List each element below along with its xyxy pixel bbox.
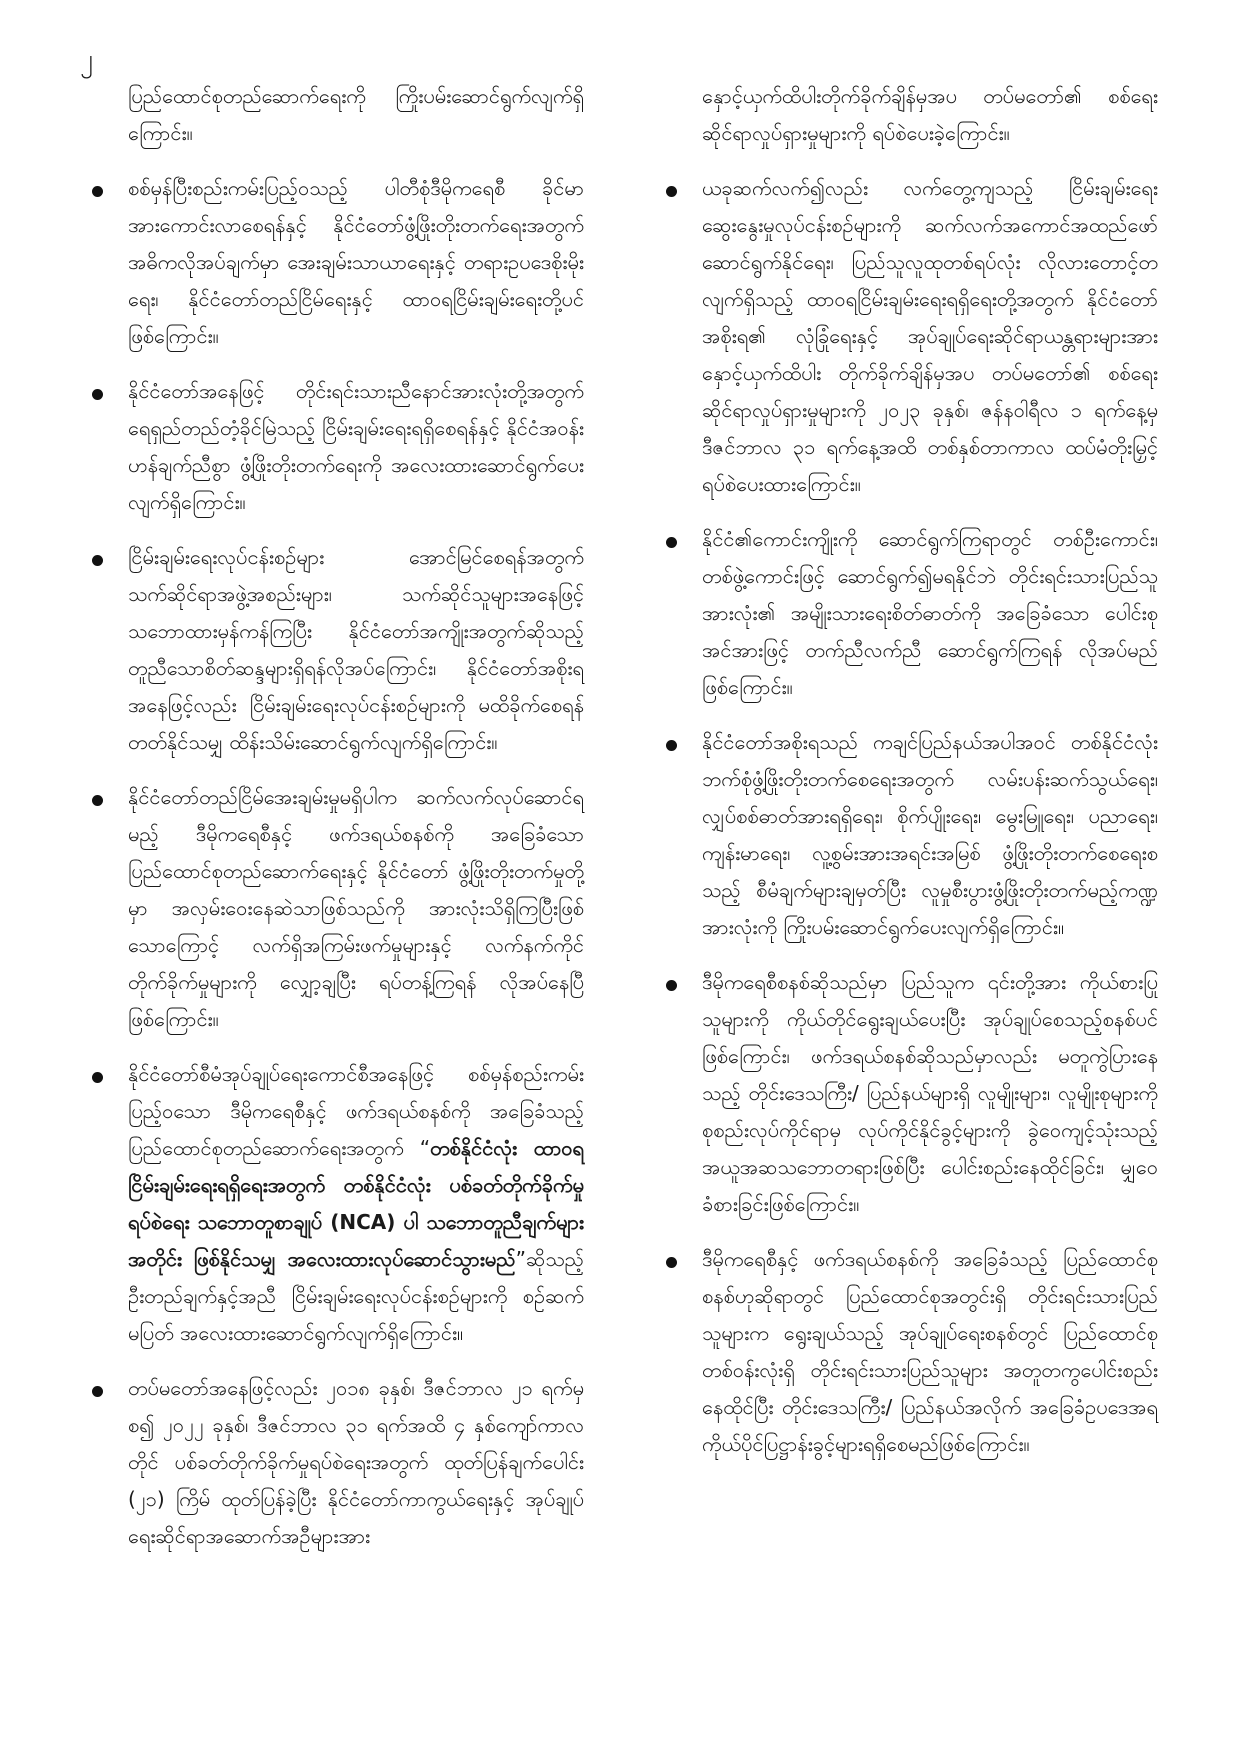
bullet-text-emphasis: တစ်နိုင်ငံလုံး ထာဝရငြိမ်းချမ်းရေးရရှိရေးအတွက် တစ်နိုင်ငံလုံး ပစ်ခတ်တိုက်ခိုက်မှုရပ်စဲရေး သဘောတူစာချုပ် (NCA) ပါ သဘောတူညီချက်များအတိုင်း ဖြစ်နိုင်သမျှ အလေးထားလုပ်ဆောင်သွားမည် [128, 1136, 585, 1271]
continuation-paragraph [658, 78, 1158, 152]
bullet-item [84, 539, 584, 761]
bullet-text: နိုင်ငံတော်တည်ငြိမ်အေးချမ်းမှုမရှိပါက ဆက်လက်လုပ်ဆောင်ရမည့် ဒီမိုကရေစီနှင့် ဖက်ဒရယ်စနစ်ကို အခြေခံသော ပြည်ထောင်စုတည်ဆောက်ရေးနှင့် နိုင်ငံတော် ဖွံ့ဖြိုးတိုးတက်မှုတို့မှာ အလှမ်းဝေးနေဆဲသာဖြစ်သည်ကို အားလုံးသိရှိကြပြီးဖြစ်သောကြောင့် လက်ရှိအကြမ်းဖက်မှုများနှင့် လက်နက်ကိုင်တိုက်ခိုက်မှုများကို လျှော့ချပြီး ရပ်တန့်ကြရန် လိုအပ်နေပြီဖြစ်ကြောင်း။ [128, 785, 584, 1031]
bullet-icon [666, 980, 677, 991]
bullet-text-lead: နိုင်ငံတော်စီမံအုပ်ချုပ်ရေးကောင်စီအနေဖြင့် စစ်မှန်စည်းကမ်းပြည့်ဝသော ဒီမိုကရေစီနှင့် ဖက်ဒရယ်စနစ်ကို အခြေခံသည့် ပြည်ထောင်စုတည်ဆောက်ရေးအတွက် “ [128, 1062, 584, 1160]
bullet-item [658, 964, 1158, 1223]
bullet-item [84, 1056, 584, 1352]
bullet-icon [666, 537, 677, 548]
bullet-icon [666, 740, 677, 751]
bullet-icon [666, 186, 677, 197]
bullet-text-mixed [128, 1056, 584, 1352]
bullet-text: ဒီမိုကရေစီနှင့် ဖက်ဒရယ်စနစ်ကို အခြေခံသည့် ပြည်ထောင်စုစနစ်ဟုဆိုရာတွင် ပြည်ထောင်စုအတွင်းရှိ တိုင်းရင်းသားပြည်သူများက ရွေးချယ်သည့် အုပ်ချုပ်ရေးစနစ်တွင် ပြည်ထောင်စုတစ်ဝန်းလုံးရှိ တိုင်းရင်းသားပြည်သူများ အတူတကွပေါင်းစည်းနေထိုင်ပြီး တိုင်းဒေသကြီး/ ပြည်နယ်အလိုက် အခြေခံဥပဒေအရ ကိုယ်ပိုင်ပြဋ္ဌာန်းခွင့်များရရှိစေမည်ဖြစ်ကြောင်း။ [702, 1247, 1158, 1456]
bullet-icon [92, 389, 103, 400]
paragraph-text: ပြည်ထောင်စုတည်ဆောက်ရေးကို ကြိုးပမ်းဆောင်ရွက်လျက်ရှိကြောင်း။ [128, 84, 584, 145]
bullet-item [658, 521, 1158, 706]
bullet-text: နိုင်ငံတော်အနေဖြင့် တိုင်းရင်းသားညီနောင်အားလုံးတို့အတွက် ရေရှည်တည်တံ့ခိုင်မြဲသည့် ငြိမ်းချမ်းရေးရရှိစေရန်နှင့် နိုင်ငံအဝန်းဟန်ချက်ညီစွာ ဖွံ့ဖြိုးတိုးတက်ရေးကို အလေးထားဆောင်ရွက်ပေးလျက်ရှိကြောင်း။ [128, 379, 584, 514]
bullet-text: နိုင်ငံတော်အစိုးရသည် ကချင်ပြည်နယ်အပါအဝင် တစ်နိုင်ငံလုံး ဘက်စုံဖွံ့ဖြိုးတိုးတက်စေရေးအတွက် လမ်းပန်းဆက်သွယ်ရေး၊ လျှပ်စစ်ဓာတ်အားရရှိရေး၊ စိုက်ပျိုးရေး၊ မွေးမြူရေး၊ ပညာရေး၊ ကျန်းမာရေး၊ လူ့စွမ်းအားအရင်းအမြစ် ဖွံ့ဖြိုးတိုးတက်စေရေးစသည့် စီမံချက်များချမှတ်ပြီး လူမှုစီးပွားဖွံ့ဖြိုးတိုးတက်မည့်ကဏ္ဍအားလုံးကို ကြိုးပမ်းဆောင်ရွက်ပေးလျက်ရှိကြောင်း။ [702, 730, 1158, 939]
bullet-item [84, 779, 584, 1038]
bullet-text: စစ်မှန်ပြီးစည်းကမ်းပြည့်ဝသည့် ပါတီစုံဒီမိုကရေစီ ခိုင်မာအားကောင်းလာစေရန်နှင့် နိုင်ငံတော်ဖွံ့ဖြိုးတိုးတက်ရေးအတွက် အဓိကလိုအပ်ချက်မှာ အေးချမ်းသာယာရေးနှင့် တရားဥပဒေစိုးမိုးရေး၊ နိုင်ငံတော်တည်ငြိမ်ရေးနှင့် ထာဝရငြိမ်းချမ်းရေးတို့ပင် ဖြစ်ကြောင်း။ [128, 176, 584, 348]
bullet-text: ငြိမ်းချမ်းရေးလုပ်ငန်းစဉ်များ အောင်မြင်စေရန်အတွက် သက်ဆိုင်ရာအဖွဲ့အစည်းများ၊ သက်ဆိုင်သူများအနေဖြင့် သဘောထားမှန်ကန်ကြပြီး နိုင်ငံတော်အကျိုးအတွက်ဆိုသည့် တူညီသောစိတ်ဆန္ဒများရှိရန်လိုအပ်ကြောင်း၊ နိုင်ငံတော်အစိုးရအနေဖြင့်လည်း ငြိမ်းချမ်းရေးလုပ်ငန်းစဉ်များကို မထိခိုက်စေရန် တတ်နိုင်သမျှ ထိန်းသိမ်းဆောင်ရွက်လျက်ရှိကြောင်း။ [128, 545, 584, 754]
bullet-icon [92, 795, 103, 806]
bullet-item [658, 170, 1158, 503]
page-number: ၂ [80, 44, 93, 74]
bullet-icon [666, 1257, 677, 1268]
bullet-icon [92, 186, 103, 197]
bullet-item [84, 373, 584, 521]
continuation-paragraph [84, 78, 584, 152]
bullet-icon [92, 555, 103, 566]
bullet-text: ဒီမိုကရေစီစနစ်ဆိုသည်မှာ ပြည်သူက ၎င်းတို့အား ကိုယ်စားပြုသူများကို ကိုယ်တိုင်ရွေးချယ်ပေးပြီး အုပ်ချုပ်စေသည့်စနစ်ပင်ဖြစ်ကြောင်း၊ ဖက်ဒရယ်စနစ်ဆိုသည်မှာလည်း မတူကွဲပြားနေသည့် တိုင်းဒေသကြီး/ ပြည်နယ်များရှိ လူမျိုးများ၊ လူမျိုးစုများကို စုစည်းလုပ်ကိုင်ရာမှ လုပ်ကိုင်နိုင်ခွင့်များကို ခွဲဝေကျင့်သုံးသည့် အယူအဆသဘောတရားဖြစ်ပြီး ပေါင်းစည်းနေထိုင်ခြင်း၊ မျှဝေခံစားခြင်းဖြစ်ကြောင်း။ [702, 970, 1158, 1216]
bullet-text: နိုင်ငံ၏ကောင်းကျိုးကို ဆောင်ရွက်ကြရာတွင် တစ်ဦးကောင်း၊ တစ်ဖွဲ့ကောင်းဖြင့် ဆောင်ရွက်၍မရနိုင်ဘဲ တိုင်းရင်းသားပြည်သူအားလုံး၏ အမျိုးသားရေးစိတ်ဓာတ်ကို အခြေခံသော ပေါင်းစုအင်အားဖြင့် တက်ညီလက်ညီ ဆောင်ရွက်ကြရန် လိုအပ်မည်ဖြစ်ကြောင်း။ [702, 527, 1158, 699]
bullet-icon [92, 1072, 103, 1083]
bullet-item [84, 170, 584, 355]
bullet-icon [92, 1386, 103, 1397]
bullet-text-tail: ”ဆိုသည့် ဦးတည်ချက်နှင့်အညီ ငြိမ်းချမ်းရေးလုပ်ငန်းစဉ်များကို စဉ်ဆက်မပြတ် အလေးထားဆောင်ရွက်လျက်ရှိကြောင်း။ [128, 1247, 584, 1345]
bullet-item [84, 1370, 584, 1555]
bullet-item [658, 724, 1158, 946]
paragraph-text: နှောင့်ယှက်ထိပါးတိုက်ခိုက်ချိန်မှအပ တပ်မတော်၏ စစ်ရေးဆိုင်ရာလှုပ်ရှားမှုများကို ရပ်စဲပေးခဲ့ကြောင်း။ [702, 84, 1158, 145]
bullet-text: ယခုဆက်လက်၍လည်း လက်တွေ့ကျသည့် ငြိမ်းချမ်းရေးဆွေးနွေးမှုလုပ်ငန်းစဉ်များကို ဆက်လက်အကောင်အထည်ဖော် ဆောင်ရွက်နိုင်ရေး၊ ပြည်သူလူထုတစ်ရပ်လုံး လိုလားတောင့်တလျက်ရှိသည့် ထာဝရငြိမ်းချမ်းရေးရရှိရေးတို့အတွက် နိုင်ငံတော်အစိုးရ၏ လုံခြုံရေးနှင့် အုပ်ချုပ်ရေးဆိုင်ရာယန္တရားများအား နှောင့်ယှက်ထိပါး တိုက်ခိုက်ချိန်မှအပ တပ်မတော်၏ စစ်ရေးဆိုင်ရာလှုပ်ရှားမှုများကို ၂၀၂၃ ခုနှစ်၊ ဇန်နဝါရီလ ၁ ရက်နေ့မှ ဒီဇင်ဘာလ ၃၁ ရက်နေ့အထိ တစ်နှစ်တာကာလ ထပ်မံတိုးမြှင့်ရပ်စဲပေးထားကြောင်း။ [702, 176, 1158, 496]
bullet-text: တပ်မတော်အနေဖြင့်လည်း ၂၀၁၈ ခုနှစ်၊ ဒီဇင်ဘာလ ၂၁ ရက်မှစ၍ ၂၀၂၂ ခုနှစ်၊ ဒီဇင်ဘာလ ၃၁ ရက်အထိ ၄ နှစ်ကျော်ကာလတိုင် ပစ်ခတ်တိုက်ခိုက်မှုရပ်စဲရေးအတွက် ထုတ်ပြန်ချက်ပေါင်း (၂၁) ကြိမ် ထုတ်ပြန်ခဲ့ပြီး နိုင်ငံတော်ကာကွယ်ရေးနှင့် အုပ်ချုပ်ရေးဆိုင်ရာအဆောက်အဦများအား [128, 1376, 584, 1548]
right-column [658, 78, 1158, 1481]
left-column [84, 78, 584, 1573]
bullet-item [658, 1241, 1158, 1463]
